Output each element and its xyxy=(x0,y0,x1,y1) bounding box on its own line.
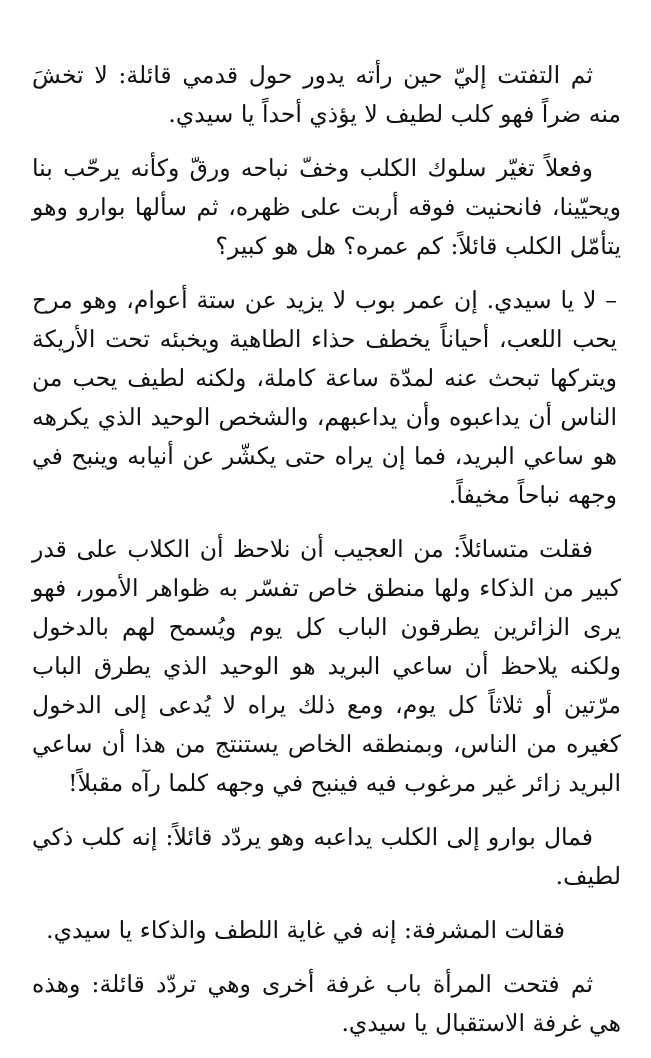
book-page xyxy=(32,56,621,1058)
paragraph: ثم فتحت المرأة باب غرفة أخرى وهي تردّد قائلة: وهذه هي غرفة الاستقبال يا سيدي. xyxy=(32,970,621,1037)
paragraph: وفعلاً تغيّر سلوك الكلب وخفّ نباحه ورقّ وكأنه يرحّب بنا ويحيّينا، فانحنيت فوقه أربت على ظهره، ثم سألها بوارو وهو يتأمّل الكلب قائلاً: كم عمره؟ هل هو كبير؟ xyxy=(32,154,621,260)
paragraph: ثم التفتت إليّ حين رأته يدور حول قدمي قائلة: لا تخشَ منه ضراً فهو كلب لطيف لا يؤذي أحداً يا سيدي. xyxy=(32,61,621,128)
dialogue-paragraph: – لا يا سيدي. إن عمر بوب لا يزيد عن ستة أعوام، وهو مرح يحب اللعب، أحياناً يخطف حذاء الطاهية ويخبئه تحت الأريكة ويتركها تبحث عنه لمدّة ساعة كاملة، ولكنه لطيف يحب من الناس أن يداعبوه وأن يداعبهم، والشخص الوحيد الذي يكرهه هو ساعي البريد، فما إن يراه حتى يكشّر عن أنيابه وينبح في وجهه نباحاً مخيفاً. xyxy=(32,286,617,509)
paragraph: فقلت متسائلاً: من العجيب أن نلاحظ أن الكلاب على قدر كبير من الذكاء ولها منطق خاص تفسّر به ظواهر الأمور، فهو يرى الزائرين يطرقون الباب كل يوم ويُسمح لهم بالدخول ولكنه يلاحظ أن ساعي البريد هو الوحيد الذي يطرق الباب مرّتين أو ثلاثاً كل يوم، ومع ذلك يراه لا يُدعى إلى الدخول كغيره من الناس، وبمنطقه الخاص يستنتج من هذا أن ساعي البريد زائر غير مرغوب فيه فينبح في وجهه كلما رآه مقبلاً! xyxy=(32,535,621,797)
paragraph: فقالت المشرفة: إنه في غاية اللطف والذكاء يا سيدي. xyxy=(46,916,565,944)
paragraph: فمال بوارو إلى الكلب يداعبه وهو يردّد قائلاً: إنه كلب ذكي لطيف. xyxy=(32,823,621,890)
